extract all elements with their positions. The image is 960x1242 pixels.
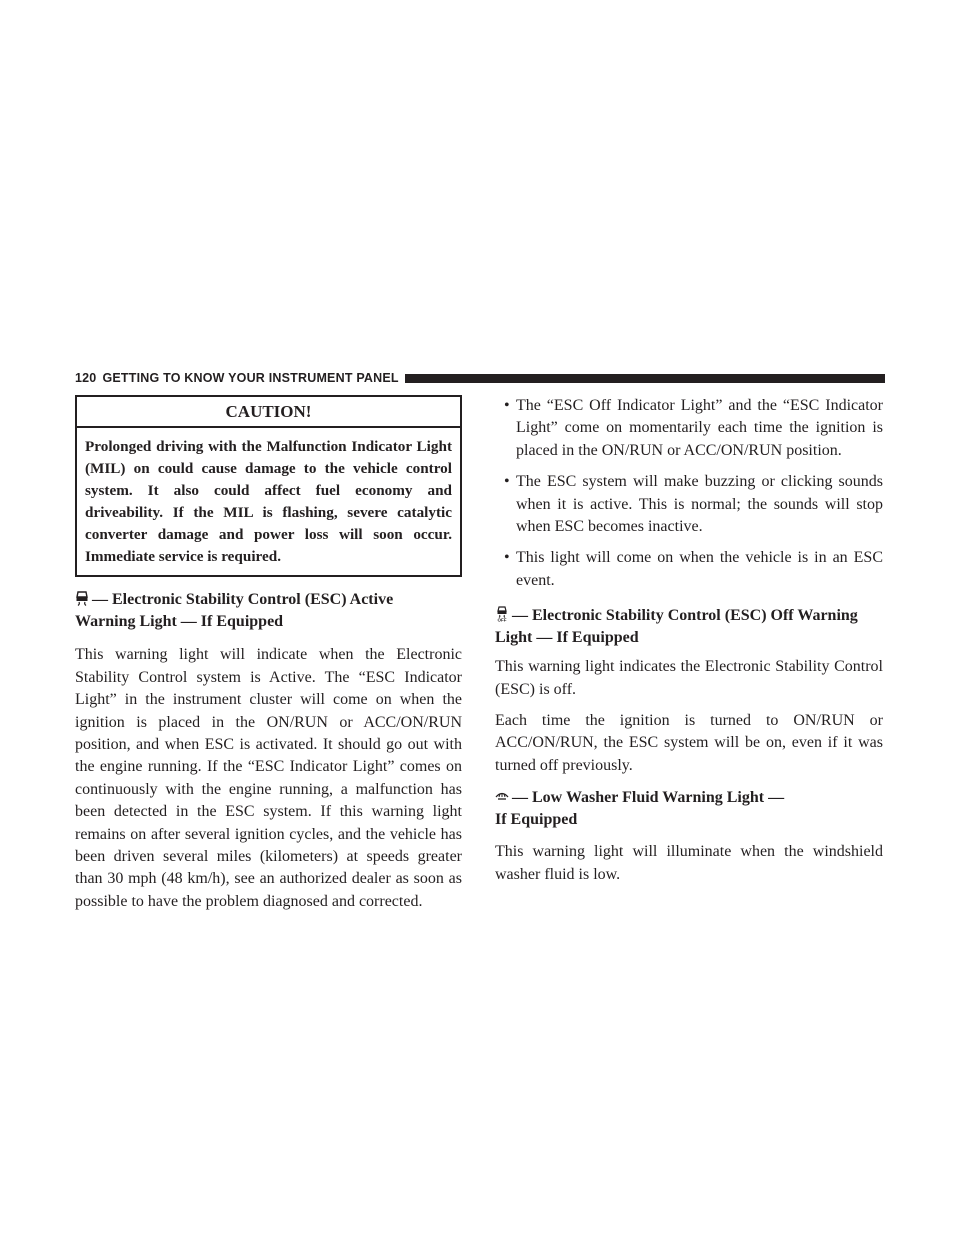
esc-active-heading	[75, 589, 462, 633]
esc-off-heading-line2: Light — If Equipped	[495, 629, 639, 647]
washer-body: This warning light will illuminate when the windshield washer fluid is low.	[495, 843, 883, 883]
esc-active-body: This warning light will indicate when the Electronic Stability Control system is Active. The “ESC Indicator Light” in the instrument cluster will come on when the ignition is placed in the ON/RUN or ACC/ON/RUN position, and when ESC is activated. It should go out with the engine running. If the “ESC Indicator Light” comes on continuously with the engine running, a malfunction has been detected in the ESC system. If this warning light remains on after several ignition cycles, and the vehicle has been driven several miles (kilometers) at speeds greater than 30 mph (48 km/h), see an authorized dealer as soon as possible to have the problem diagnosed and corrected.	[75, 646, 462, 910]
esc-off-body-1: This warning light indicates the Electronic Stability Control (ESC) is off.	[495, 658, 883, 698]
right-column	[495, 395, 883, 886]
caution-body: Prolonged driving with the Malfunction Indicator Light (MIL) on could cause damage to the vehicle control system. It also could affect fuel economy and driveability. If the MIL is flashing, severe catalytic converter damage and power loss will soon occur. Immediate service is required.	[85, 438, 452, 566]
list-item: • This light will come on when the vehicle is in an ESC event.	[495, 547, 883, 592]
list-item: • The ESC system will make buzzing or clicking sounds when it is active. This is normal; the sounds will stop when ESC becomes inactive.	[495, 471, 883, 538]
esc-off-heading-line1: — Electronic Stability Control (ESC) Off Warning	[512, 607, 858, 625]
caution-title: CAUTION!	[77, 397, 460, 428]
page-header	[75, 369, 885, 387]
esc-active-heading-line1: — Electronic Stability Control (ESC) Active	[92, 591, 394, 609]
section-title: GETTING TO KNOW YOUR INSTRUMENT PANEL	[102, 371, 399, 385]
washer-heading-line1: — Low Washer Fluid Warning Light —	[512, 789, 785, 807]
left-column	[75, 395, 462, 913]
esc-active-icon	[75, 590, 89, 606]
esc-active-heading-line2: Warning Light — If Equipped	[75, 613, 284, 631]
svg-text:OFF: OFF	[497, 617, 507, 623]
esc-off-body-2: Each time the ignition is turned to ON/RUN or ACC/ON/RUN, the ESC system will be on, even if it was turned off previously.	[495, 712, 883, 774]
washer-heading-line2: If Equipped	[495, 811, 578, 829]
header-rule	[405, 374, 885, 383]
bullet-list	[495, 395, 883, 592]
list-item: • The “ESC Off Indicator Light” and the “ESC Indicator Light” come on momentarily each time the ignition is placed in the ON/RUN or ACC/ON/RUN position.	[495, 395, 883, 462]
washer-heading	[495, 787, 883, 831]
esc-off-icon	[495, 606, 509, 622]
page-number: 120	[75, 371, 97, 385]
washer-fluid-icon	[495, 788, 509, 804]
esc-off-heading	[495, 605, 883, 649]
caution-box	[75, 395, 462, 577]
